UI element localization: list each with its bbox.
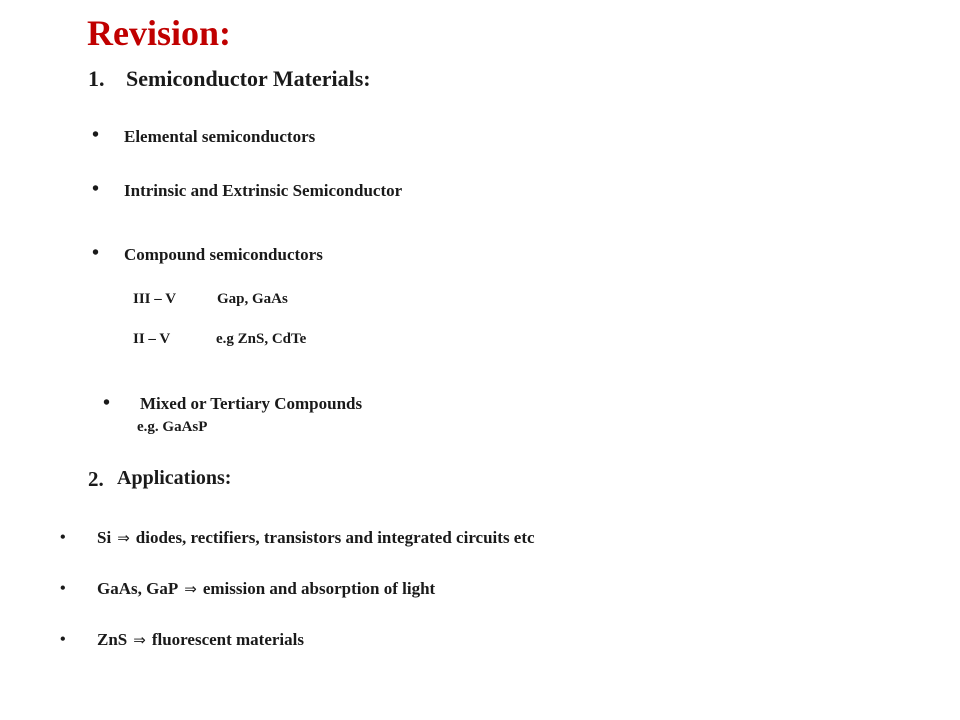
- implies-arrow-icon: ⇒: [117, 529, 130, 547]
- application-subject: ZnS: [97, 630, 128, 649]
- app-bullet-marker: •: [60, 529, 66, 546]
- bullet-item-mixed: Mixed or Tertiary Compounds: [140, 394, 363, 413]
- section2-number: 2.: [88, 467, 104, 491]
- app-bullet-marker: •: [60, 580, 66, 597]
- application-item: [97, 579, 435, 599]
- slide-title: Revision:: [87, 13, 231, 53]
- compound-examples: Gap, GaAs: [217, 291, 288, 307]
- bullet-item-elemental: Elemental semiconductors: [124, 127, 316, 146]
- section2-heading: Applications:: [117, 467, 232, 489]
- application-subject: Si: [97, 528, 112, 547]
- application-item: [97, 630, 304, 650]
- implies-arrow-icon: ⇒: [184, 580, 197, 598]
- bullet-marker: •: [92, 178, 100, 200]
- bullet-marker: •: [92, 242, 100, 264]
- bullet-item-intrinsic-extrinsic: Intrinsic and Extrinsic Semiconductor: [124, 181, 403, 200]
- application-use: fluorescent materials: [151, 630, 304, 649]
- section1-number: 1.: [88, 66, 105, 91]
- application-subject: GaAs, GaP: [97, 579, 179, 598]
- app-bullet-marker: •: [60, 631, 66, 648]
- bullet-item-compound: Compound semiconductors: [124, 245, 323, 264]
- application-item: [97, 528, 535, 548]
- bullet-marker: •: [92, 124, 100, 146]
- compound-examples: e.g ZnS, CdTe: [216, 331, 307, 347]
- compound-group-label: III – V: [133, 291, 177, 307]
- application-use: diodes, rectifiers, transistors and integrated circuits etc: [135, 528, 535, 547]
- implies-arrow-icon: ⇒: [133, 631, 146, 649]
- bullet-marker: •: [103, 392, 111, 414]
- application-use: emission and absorption of light: [202, 579, 436, 598]
- compound-group-label: II – V: [133, 331, 171, 347]
- mixed-example: e.g. GaAsP: [137, 419, 208, 435]
- section1-heading: Semiconductor Materials:: [126, 66, 371, 91]
